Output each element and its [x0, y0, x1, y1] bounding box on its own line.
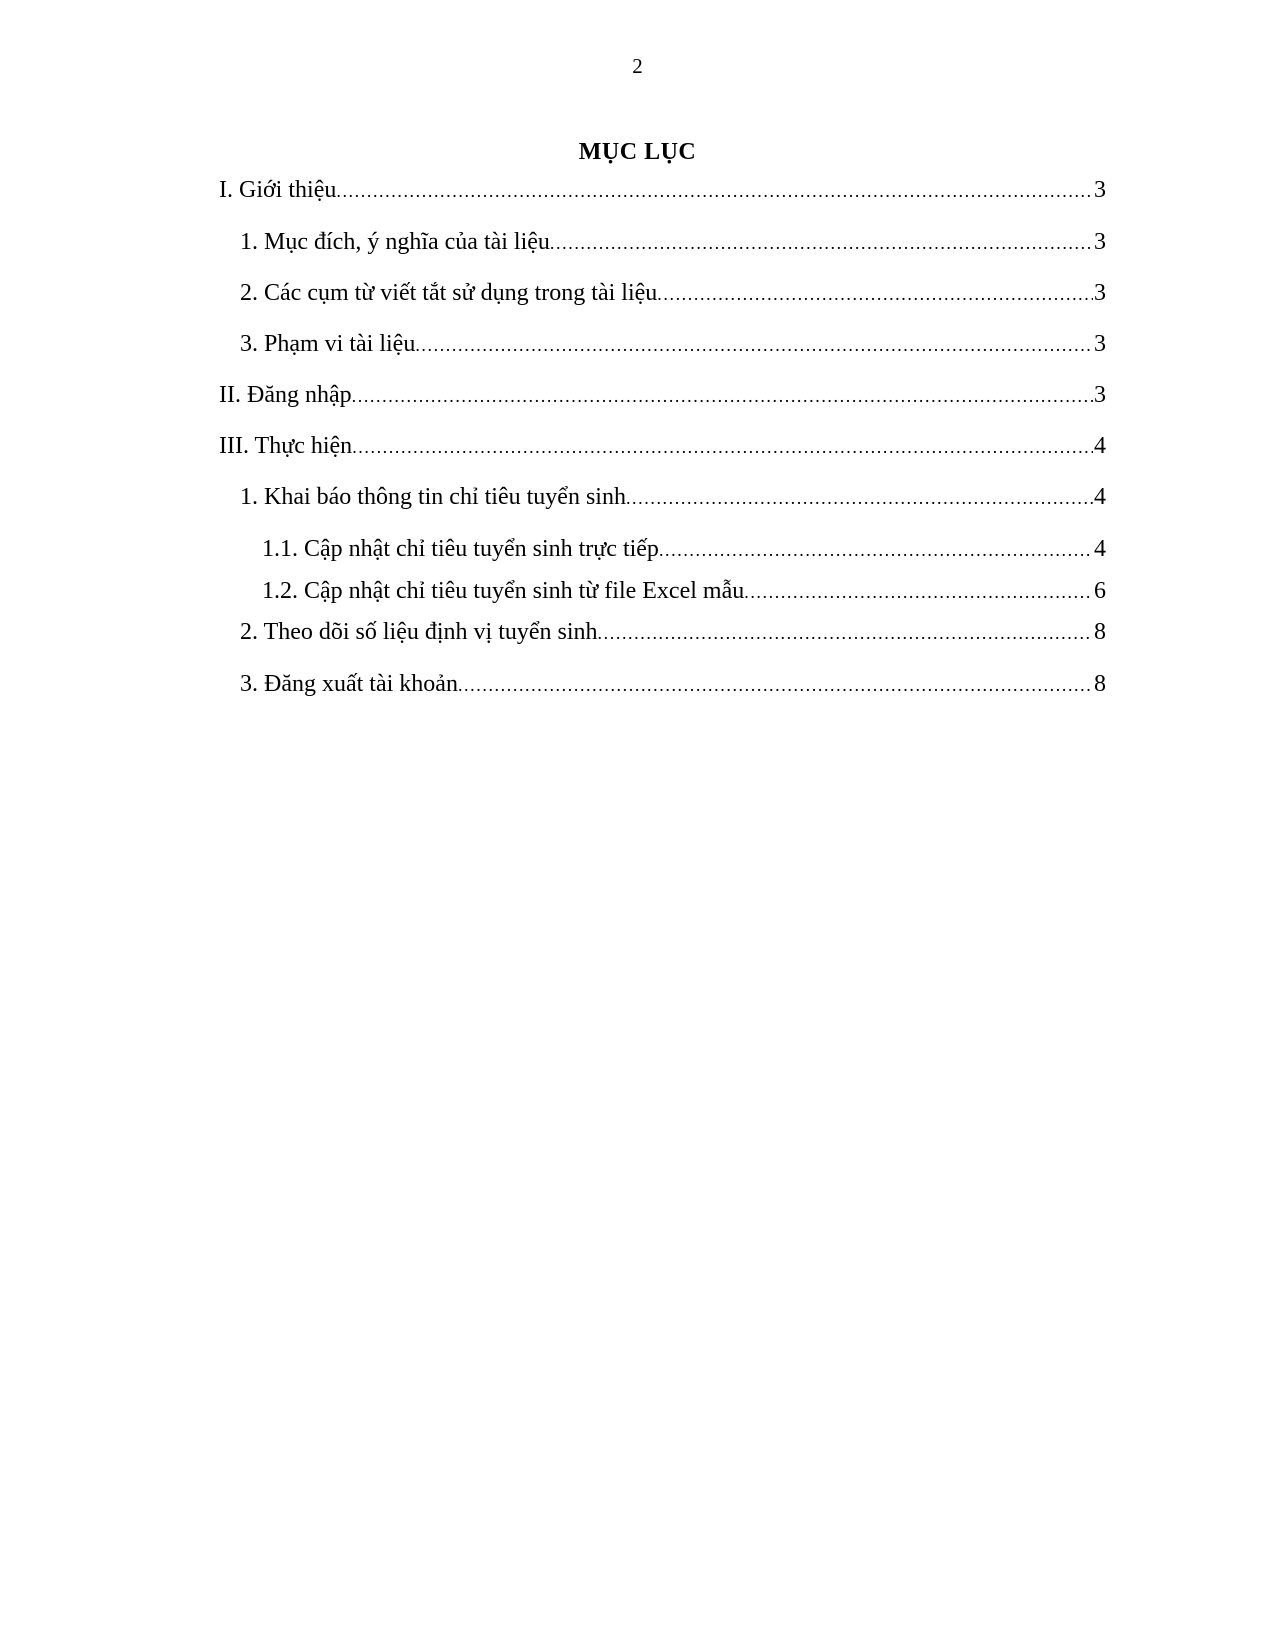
- toc-entry-label: 3. Phạm vi tài liệu: [240, 331, 416, 357]
- dot-leader: [336, 176, 1093, 206]
- dot-leader: [626, 483, 1093, 513]
- toc-entry-page: 4: [1094, 433, 1106, 459]
- toc-entry-page: 4: [1094, 484, 1106, 510]
- dot-leader: [744, 577, 1093, 607]
- toc-entry-gioi-thieu[interactable]: [219, 175, 1106, 206]
- toc-entry-label: 1.1. Cập nhật chỉ tiêu tuyển sinh trực tiếp: [262, 536, 659, 562]
- toc-entry-label: 2. Các cụm từ viết tắt sử dụng trong tài liệu: [240, 280, 658, 306]
- dot-leader: [659, 535, 1093, 565]
- toc-entry-label: III. Thực hiện: [219, 433, 353, 459]
- toc-entry-page: 3: [1094, 177, 1106, 203]
- toc-entry-cap-nhat-excel[interactable]: [262, 576, 1106, 607]
- toc-entry-muc-dich[interactable]: [240, 227, 1106, 258]
- toc-entry-cap-nhat-truc-tiep[interactable]: [262, 534, 1106, 565]
- toc-entry-dang-xuat[interactable]: [240, 669, 1106, 700]
- toc-entry-label: 2. Theo dõi số liệu định vị tuyển sinh: [240, 619, 598, 645]
- toc-entry-page: 8: [1094, 619, 1106, 645]
- toc-entry-theo-doi[interactable]: [240, 617, 1106, 648]
- toc-entry-page: 3: [1094, 331, 1106, 357]
- dot-leader: [550, 228, 1093, 258]
- toc-entry-label: 3. Đăng xuất tài khoản: [240, 671, 458, 697]
- toc-entry-page: 3: [1094, 382, 1106, 408]
- toc-entry-page: 3: [1094, 280, 1106, 306]
- dot-leader: [352, 381, 1093, 411]
- toc-entry-dang-nhap[interactable]: [219, 380, 1106, 411]
- dot-leader: [415, 330, 1093, 360]
- toc-entry-page: 6: [1094, 578, 1106, 604]
- toc-title: MỤC LỤC: [578, 139, 697, 165]
- toc-entry-khai-bao[interactable]: [240, 482, 1106, 513]
- toc-entry-thuc-hien[interactable]: [219, 431, 1106, 462]
- toc-entry-label: 1. Khai báo thông tin chỉ tiêu tuyển sinh: [240, 484, 626, 510]
- dot-leader: [598, 618, 1093, 648]
- toc-entry-label: 1. Mục đích, ý nghĩa của tài liệu: [240, 229, 550, 255]
- toc-entry-label: 1.2. Cập nhật chỉ tiêu tuyển sinh từ file Excel mẫu: [262, 578, 745, 604]
- toc-entry-page: 4: [1094, 536, 1106, 562]
- page-number: 2: [632, 54, 643, 78]
- toc-entry-label: I. Giới thiệu: [219, 177, 337, 203]
- dot-leader: [458, 670, 1093, 700]
- dot-leader: [657, 279, 1093, 309]
- dot-leader: [352, 432, 1093, 462]
- toc-entry-label: II. Đăng nhập: [219, 382, 352, 408]
- toc-entry-pham-vi[interactable]: [240, 329, 1106, 360]
- toc-entry-cum-tu-viet-tat[interactable]: [240, 278, 1106, 309]
- toc-entry-page: 8: [1094, 671, 1106, 697]
- toc-entry-page: 3: [1094, 229, 1106, 255]
